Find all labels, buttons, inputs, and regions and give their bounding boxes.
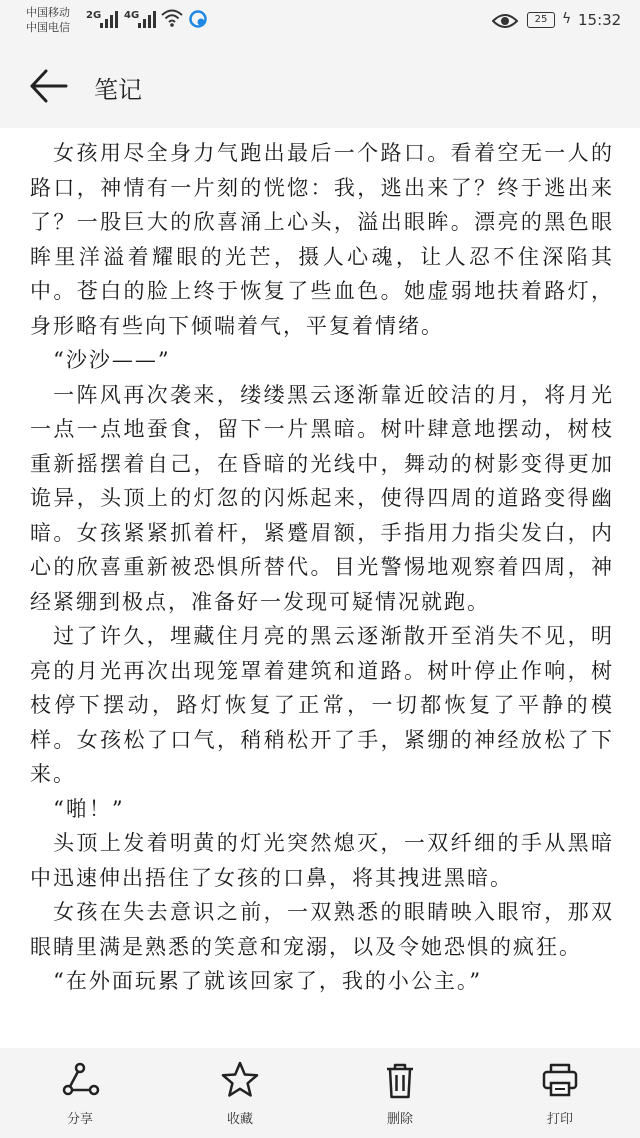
note-paragraph: “在外面玩累了就该回家了，我的小公主。” [53,969,483,993]
note-paragraph: 女孩用尽全身力气跑出最后一个路口。看着空无一人的路口，神情有一片刻的恍惚：我，逃出来了？终于逃出来了？一股巨大的欣喜涌上心头，溢出眼眸。漂亮的黑色眼眸里洋溢着耀眼的光芒，摄人心魂，让人忍不住深陷其中。苍白的脸上终于恢复了些血色。她虚弱地扶着路灯，身形略有些向下倾喘着气，平复着情绪。 [30,141,614,338]
trash-icon [380,1060,420,1100]
carrier-2: 中国电信 [26,21,70,34]
battery-level: 25 [534,14,548,25]
signal-2-icon [138,10,156,28]
note-paragraph: 过了许久，埋藏住月亮的黑云逐渐散开至消失不见，明亮的月光再次出现笼罩着建筑和道路。树叶停止作响，树枝停下摆动，路灯恢复了正常，一切都恢复了平静的模样。女孩松了口气，稍稍松开了手，紧绷的神经放松了下来。 [30,624,614,786]
back-arrow-icon[interactable] [28,66,72,106]
clock: 15:32 [578,11,622,29]
wifi-icon [160,8,184,28]
network-type-2: 4G [124,10,140,21]
printer-icon [540,1060,580,1100]
status-bar [0,0,640,44]
share-icon [60,1060,100,1100]
note-paragraph: “沙沙——” [53,348,171,372]
eye-comfort-icon [492,12,518,30]
cloud-sync-icon [188,10,208,28]
print-label: 打印 [546,1112,573,1127]
carrier-1: 中国移动 [26,6,70,19]
note-paragraph: “啪！” [53,796,125,821]
page-title: 笔记 [94,76,142,104]
note-paragraph: 头顶上发着明黄的灯光突然熄灭，一双纤细的手从黑暗中迅速伸出捂住了女孩的口鼻，将其拽进黑暗。 [30,831,614,890]
note-content[interactable] [0,128,640,1048]
signal-1-icon [100,10,118,28]
delete-button[interactable] [320,1048,480,1138]
delete-label: 删除 [386,1112,413,1127]
star-icon [220,1060,260,1100]
carrier-names [26,5,70,35]
print-button[interactable] [480,1048,640,1138]
battery-icon [527,12,555,28]
favorite-button[interactable] [160,1048,320,1138]
app-header [0,44,640,128]
bottom-toolbar [0,1048,640,1138]
favorite-label: 收藏 [226,1112,253,1127]
share-label: 分享 [66,1112,93,1127]
share-button[interactable] [0,1048,160,1138]
note-paragraph: 一阵风再次袭来，缕缕黑云逐渐靠近皎洁的月，将月光一点一点地蚕食，留下一片黑暗。树叶肆意地摆动，树枝重新摇摆着自己，在昏暗的光线中，舞动的树影变得更加诡异，头顶上的灯忽的闪烁起来，使得四周的道路变得幽暗。女孩紧紧抓着杆，紧蹙眉额，手指用力指尖发白，内心的欣喜重新被恐惧所替代。目光警惕地观察着四周，神经紧绷到极点，准备好一发现可疑情况就跑。 [30,382,614,614]
charging-icon: ϟ [562,11,572,27]
note-paragraph: 女孩在失去意识之前，一双熟悉的眼睛映入眼帘，那双眼睛里满是熟悉的笑意和宠溺，以及令她恐惧的疯狂。 [30,900,614,959]
network-type-1: 2G [86,10,102,21]
